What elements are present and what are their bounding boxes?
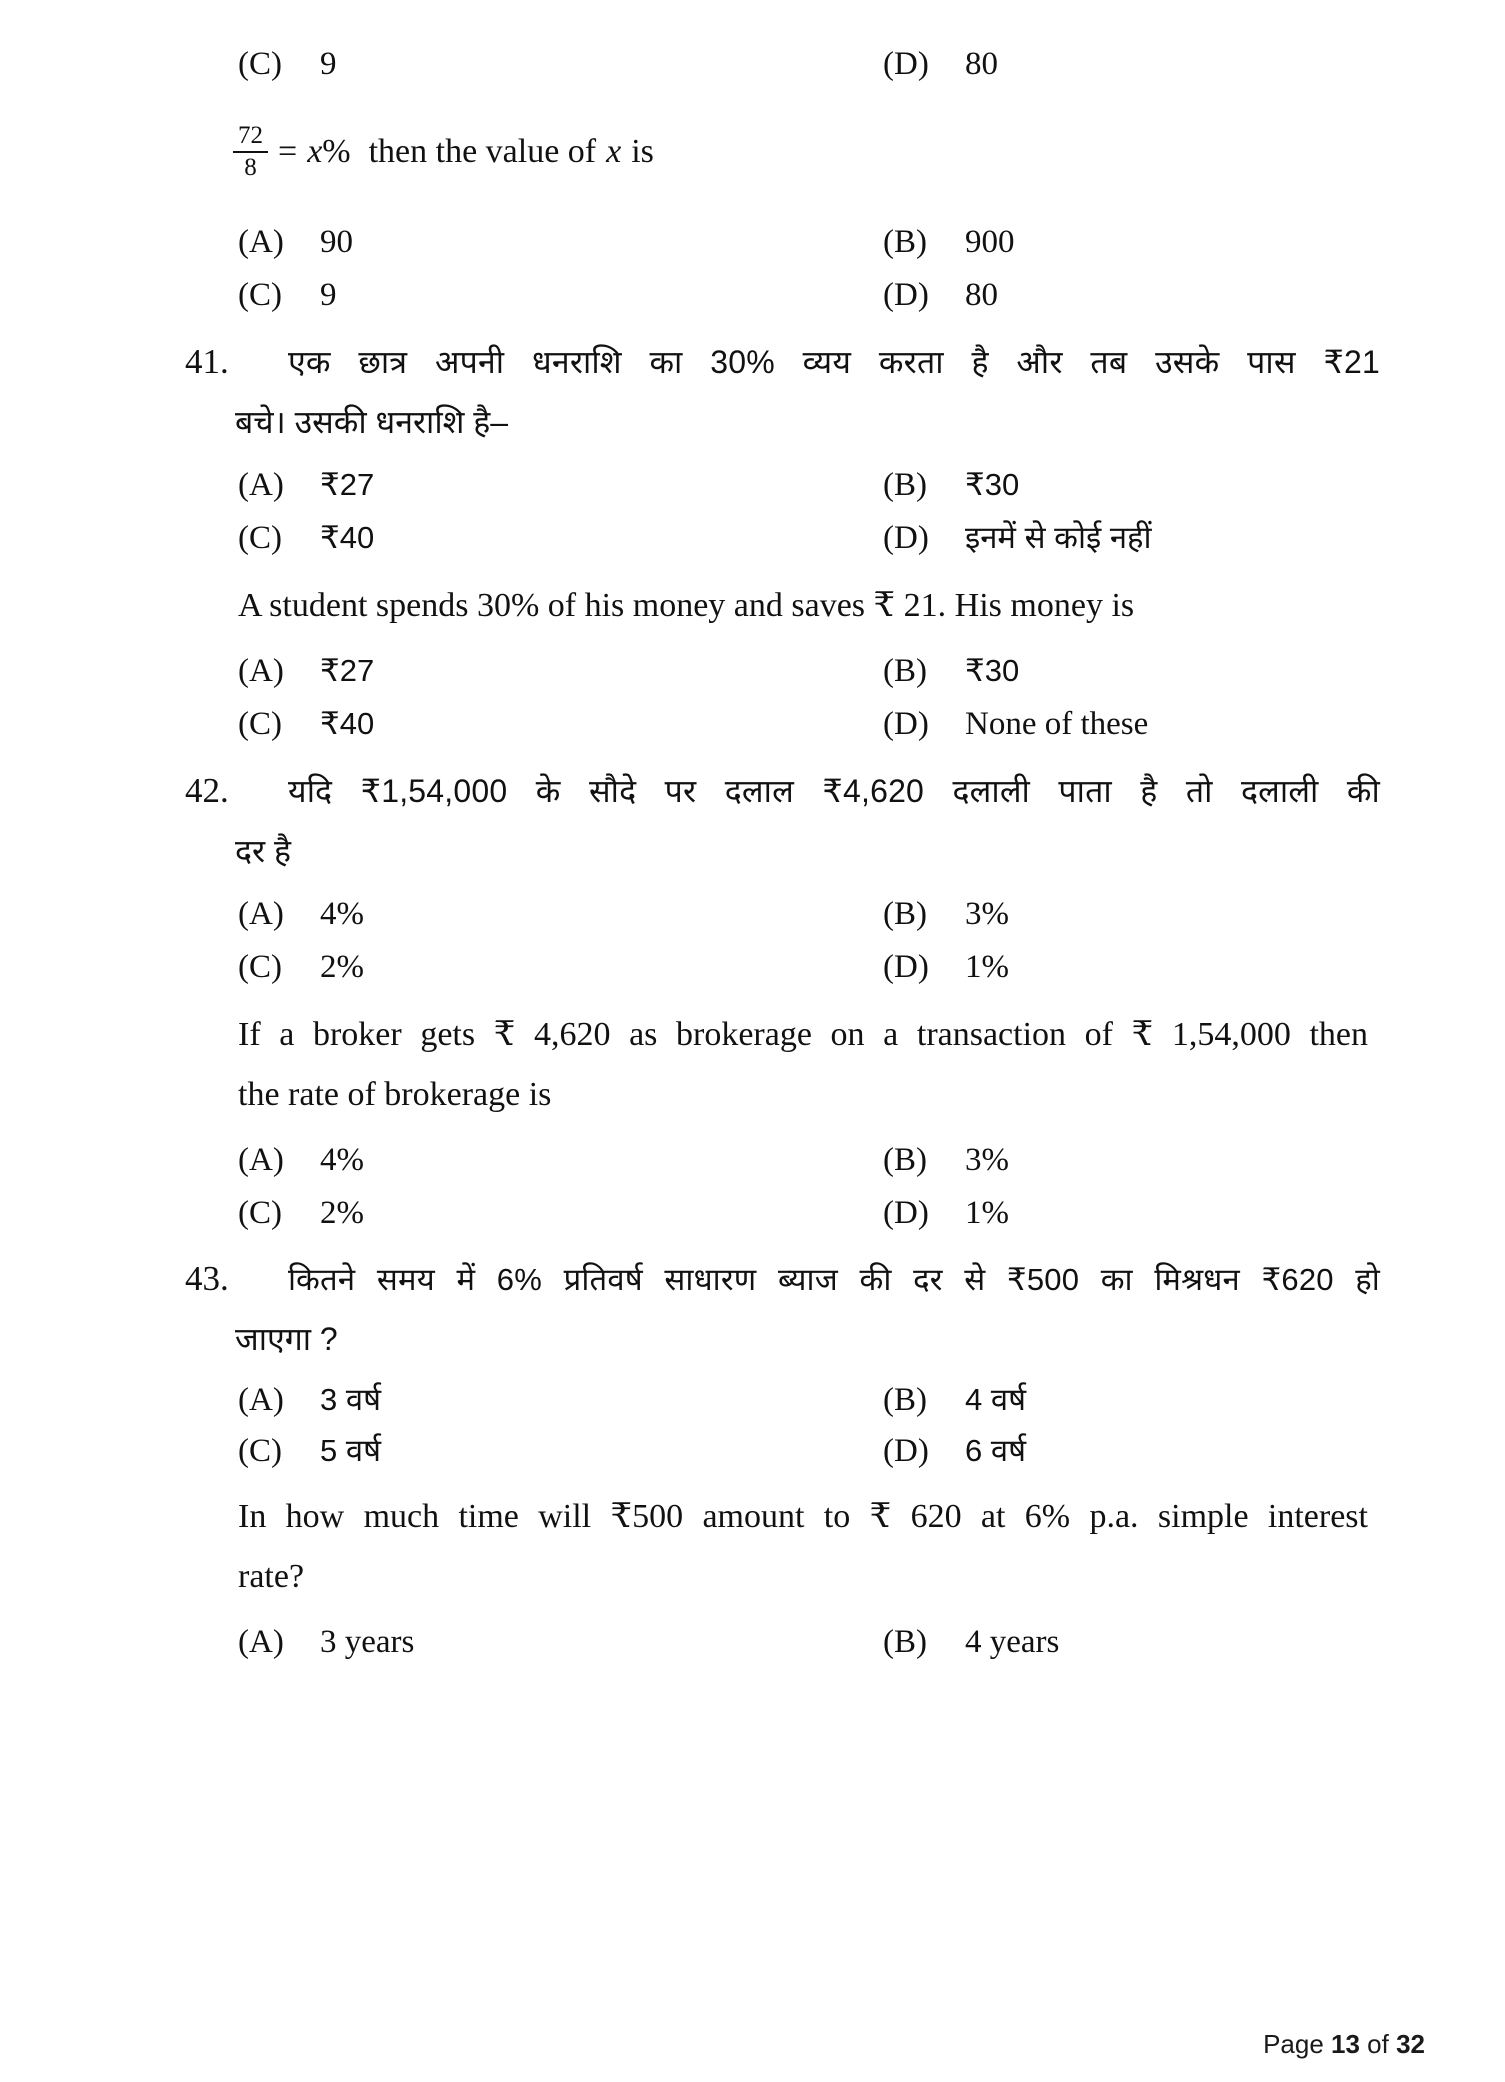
option-c-expression bbox=[238, 276, 883, 313]
option-value-d: इनमें से कोई नहीं bbox=[965, 519, 1152, 555]
option-d-expression bbox=[883, 276, 1368, 313]
footer-current-page: 13 bbox=[1331, 2029, 1360, 2059]
question-41-hindi-option-c bbox=[238, 519, 883, 556]
option-tag-a: (A) bbox=[238, 223, 284, 260]
question-41-hindi-option-row-cd bbox=[238, 519, 1368, 556]
question-41-number: 41. bbox=[185, 341, 229, 381]
question-43-english-option-row-ab bbox=[238, 1623, 1368, 1660]
question-41-english-option-row-cd bbox=[238, 705, 1368, 742]
question-41-first-line bbox=[185, 340, 1380, 383]
option-tag-b: (B) bbox=[883, 652, 927, 689]
option-value-c: 9 bbox=[320, 46, 337, 82]
question-43-hindi-option-row-ab bbox=[238, 1381, 1368, 1418]
option-tag-d: (D) bbox=[883, 1194, 929, 1231]
option-tag-c: (C) bbox=[238, 1432, 282, 1469]
question-41-english-option-c bbox=[238, 705, 883, 742]
question-43-english-line-2: rate? bbox=[238, 1557, 305, 1595]
question-42-english-option-d bbox=[883, 1194, 1368, 1231]
option-tag-b: (B) bbox=[883, 223, 927, 260]
expression-trailing-text: then the value of bbox=[368, 133, 597, 171]
question-43-hindi-line-1: कितने समय में 6% प्रतिवर्ष साधारण ब्याज की दर से ₹500 का मिश्रधन ₹620 हो bbox=[288, 1261, 1380, 1297]
option-value-c: 9 bbox=[320, 276, 337, 313]
variable-x-2: x bbox=[606, 133, 622, 171]
question-43-hindi-option-d bbox=[883, 1432, 1368, 1469]
question-42-english-line-1: If a broker gets ₹ 4,620 as brokerage on a transaction of ₹ 1,54,000 then bbox=[238, 1015, 1368, 1053]
option-value-b: ₹30 bbox=[965, 466, 1020, 502]
option-value-d: None of these bbox=[965, 705, 1149, 742]
question-42-first-line bbox=[185, 769, 1380, 812]
question-42-english-option-row-ab bbox=[238, 1141, 1368, 1178]
question-41-english-option-b bbox=[883, 652, 1368, 689]
question-41-english-line-1: A student spends 30% of his money and saves ₹ 21. His money is bbox=[238, 586, 1135, 624]
option-tag-a: (A) bbox=[238, 466, 284, 503]
question-43-number: 43. bbox=[185, 1258, 229, 1298]
footer-prefix: Page bbox=[1263, 2029, 1332, 2059]
question-43-english-option-a bbox=[238, 1623, 883, 1660]
option-value-b: 900 bbox=[965, 223, 1015, 260]
question-41-hindi-option-d bbox=[883, 519, 1368, 556]
option-value-a: 90 bbox=[320, 223, 353, 260]
option-tag-d: (D) bbox=[883, 519, 929, 556]
question-42-hindi-option-d bbox=[883, 948, 1368, 985]
option-tag-a: (A) bbox=[238, 1623, 284, 1660]
option-tag-a: (A) bbox=[238, 1141, 284, 1178]
option-value-b: ₹30 bbox=[965, 652, 1020, 688]
variable-x: x bbox=[307, 133, 323, 171]
question-42-hindi-line-1: यदि ₹1,54,000 के सौदे पर दलाल ₹4,620 दलाली पाता है तो दलाली की bbox=[288, 772, 1380, 809]
option-value-d: 1% bbox=[965, 1194, 1009, 1231]
question-41-hindi-option-b bbox=[883, 466, 1368, 503]
question-43-hindi-option-b bbox=[883, 1381, 1368, 1418]
option-value-c: 2% bbox=[320, 948, 364, 985]
footer-middle: of bbox=[1359, 2029, 1397, 2059]
option-a-expression bbox=[238, 223, 883, 260]
option-tag-d: (D) bbox=[883, 276, 929, 313]
option-value-a: ₹27 bbox=[320, 652, 375, 688]
option-value-d: 80 bbox=[965, 276, 998, 313]
question-41-english-option-row-ab bbox=[238, 652, 1368, 689]
question-41 bbox=[185, 340, 1380, 443]
percent-sign: % bbox=[322, 133, 351, 171]
option-b-expression bbox=[883, 223, 1368, 260]
question-42-hindi-option-c bbox=[238, 948, 883, 985]
question-42-hindi-option-row-ab bbox=[238, 895, 1368, 932]
option-tag-a: (A) bbox=[238, 895, 284, 932]
question-43-hindi-line-2: जाएगा ? bbox=[235, 1320, 338, 1357]
option-value-a: 4% bbox=[320, 895, 364, 932]
question-41-hindi-line-2: बचे। उसकी धनराशि है– bbox=[235, 403, 509, 440]
option-value-a: 3 years bbox=[320, 1623, 415, 1660]
fraction-denominator: 8 bbox=[244, 154, 257, 182]
option-d-top bbox=[883, 48, 1368, 81]
option-tag-b: (B) bbox=[883, 466, 927, 503]
option-value-d: 6 वर्ष bbox=[965, 1432, 1027, 1468]
option-tag-b: (B) bbox=[883, 895, 927, 932]
option-tag-d: (D) bbox=[883, 1432, 929, 1469]
option-value-d: 80 bbox=[965, 46, 998, 82]
fraction-bar bbox=[233, 151, 268, 153]
option-tag-c: (C) bbox=[238, 948, 282, 985]
option-value-c: 5 वर्ष bbox=[320, 1432, 382, 1468]
option-tag-c: (C) bbox=[238, 705, 282, 742]
question-43-english-line-1: In how much time will ₹500 amount to ₹ 620 at 6% p.a. simple interest bbox=[238, 1497, 1368, 1535]
option-tag-a: (A) bbox=[238, 1381, 284, 1418]
option-row-cd-top bbox=[238, 48, 1368, 81]
option-tag-d: (D) bbox=[883, 948, 929, 985]
question-42-hindi-option-a bbox=[238, 895, 883, 932]
question-42-hindi-option-row-cd bbox=[238, 948, 1368, 985]
question-42-english-option-a bbox=[238, 1141, 883, 1178]
question-41-hindi-line-1: एक छात्र अपनी धनराशि का 30% व्यय करता है और तब उसके पास ₹21 bbox=[288, 343, 1380, 380]
option-value-a: 3 वर्ष bbox=[320, 1381, 382, 1417]
question-42-english-option-row-cd bbox=[238, 1194, 1368, 1231]
option-value-b: 3% bbox=[965, 1141, 1009, 1178]
question-41-english-option-a bbox=[238, 652, 883, 689]
question-41-hindi-option-row-ab bbox=[238, 466, 1368, 503]
option-row-cd-expression bbox=[238, 276, 1368, 313]
question-43 bbox=[185, 1258, 1380, 1360]
option-value-c: 2% bbox=[320, 1194, 364, 1231]
question-43-first-line bbox=[185, 1258, 1380, 1300]
option-tag-c: (C) bbox=[238, 519, 282, 556]
question-43-hindi-option-c bbox=[238, 1432, 883, 1469]
expression-question-line bbox=[233, 123, 1505, 182]
option-row-ab-expression bbox=[238, 223, 1368, 260]
option-tag-d: (D) bbox=[883, 46, 929, 82]
question-42-english-option-c bbox=[238, 1194, 883, 1231]
option-value-b: 4 years bbox=[965, 1623, 1060, 1660]
option-tag-b: (B) bbox=[883, 1381, 927, 1418]
option-value-a: 4% bbox=[320, 1141, 364, 1178]
question-42 bbox=[185, 769, 1380, 872]
question-41-hindi-option-a bbox=[238, 466, 883, 503]
expression-tail-text: is bbox=[631, 133, 654, 171]
option-c-top bbox=[238, 48, 883, 81]
option-value-a: ₹27 bbox=[320, 466, 375, 502]
option-value-c: ₹40 bbox=[320, 705, 375, 741]
option-tag-c: (C) bbox=[238, 276, 282, 313]
option-tag-c: (C) bbox=[238, 1194, 282, 1231]
question-42-english-option-b bbox=[883, 1141, 1368, 1178]
option-tag-b: (B) bbox=[883, 1141, 927, 1178]
fraction-72-over-8 bbox=[233, 123, 268, 182]
option-tag-c: (C) bbox=[238, 46, 282, 82]
question-42-hindi-line-2: दर है bbox=[235, 832, 291, 869]
option-tag-a: (A) bbox=[238, 652, 284, 689]
document-page bbox=[0, 48, 1505, 2082]
question-42-number: 42. bbox=[185, 770, 229, 810]
option-value-c: ₹40 bbox=[320, 519, 375, 555]
option-value-b: 4 वर्ष bbox=[965, 1381, 1027, 1417]
question-43-english-option-b bbox=[883, 1623, 1368, 1660]
question-41-english-option-d bbox=[883, 705, 1368, 742]
equals-sign: = bbox=[278, 133, 298, 171]
option-value-d: 1% bbox=[965, 948, 1009, 985]
question-43-hindi-option-a bbox=[238, 1381, 883, 1418]
footer-total-pages: 32 bbox=[1396, 2029, 1425, 2059]
question-42-english-line-2: the rate of brokerage is bbox=[238, 1075, 552, 1113]
question-43-hindi-option-row-cd bbox=[238, 1432, 1368, 1469]
option-tag-b: (B) bbox=[883, 1623, 927, 1660]
option-tag-d: (D) bbox=[883, 705, 929, 742]
option-value-b: 3% bbox=[965, 895, 1009, 932]
question-42-hindi-option-b bbox=[883, 895, 1368, 932]
fraction-numerator: 72 bbox=[238, 122, 263, 149]
